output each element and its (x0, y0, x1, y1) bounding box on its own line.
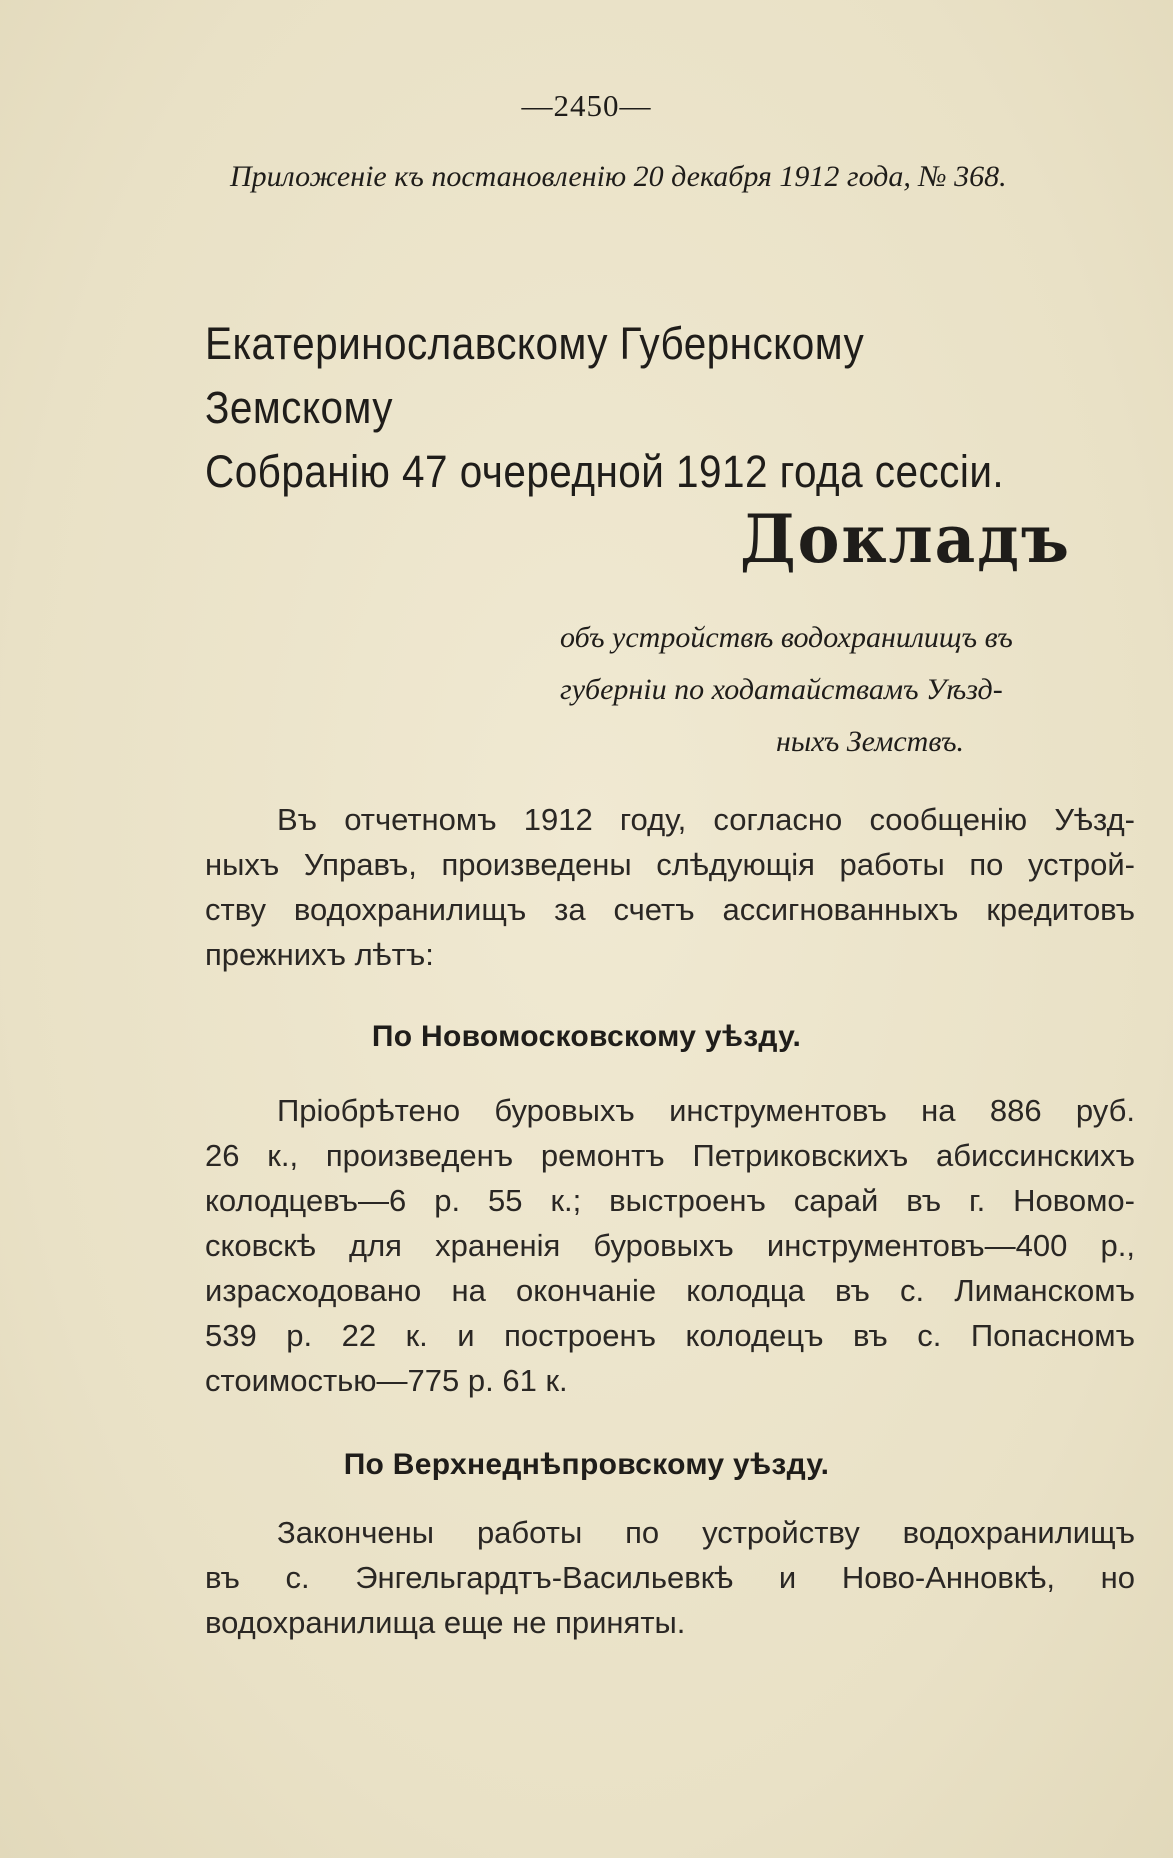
intro-line: прежнихъ лѣтъ: (205, 937, 434, 972)
intro-line: ныхъ Управъ, произведены слѣдующія работы по устрой- (205, 847, 1135, 882)
page-number: —2450— (521, 88, 652, 123)
paragraph-line: въ с. Энгельгардтъ-Васильевкѣ и Ново-Анновкѣ, но (205, 1560, 1135, 1595)
paragraph-line: 26 к., произведенъ ремонтъ Петриковскихъ абиссинскихъ (205, 1138, 1135, 1173)
subtitle-line-1: объ устройствѣ водохранилищъ въ (560, 621, 1013, 654)
document-subtitle (560, 612, 1140, 768)
subtitle-line-2: губерніи по ходатайствамъ Уѣзд- (560, 673, 1003, 706)
appendix-note: Приложеніе къ постановленію 20 декабря 1912 года, № 368. (230, 160, 1007, 193)
paragraph-line: Пріобрѣтено буровыхъ инструментовъ на 886 руб. (277, 1093, 1135, 1128)
paragraph-line: 539 р. 22 к. и построенъ колодецъ въ с. Попасномъ (205, 1318, 1135, 1353)
paragraph-line: Закончены работы по устройству водохранилищъ (277, 1515, 1135, 1550)
intro-paragraph (205, 797, 1135, 977)
intro-line: ству водохранилищъ за счетъ ассигнованныхъ кредитовъ (205, 892, 1135, 927)
section-paragraph-novomoskovsk (205, 1088, 1135, 1403)
paragraph-line: стоимостью—775 р. 61 к. (205, 1363, 568, 1398)
section-paragraph-verkhnedneprovsk (205, 1510, 1135, 1645)
addressee-block (205, 312, 1051, 504)
intro-line: Въ отчетномъ 1912 году, согласно сообщенію Уѣзд- (277, 802, 1135, 837)
section-heading-novomoskovsk: По Новомосковскому уѣзду. (371, 1020, 802, 1053)
paragraph-line: водохранилища еще не приняты. (205, 1605, 686, 1640)
paragraph-line: колодцевъ—6 р. 55 к.; выстроенъ сарай въ г. Новомо- (205, 1183, 1135, 1218)
addressee-line-1: Екатеринославскому Губернскому Земскому (205, 318, 865, 433)
subtitle-line-3: ныхъ Земствъ. (775, 725, 965, 758)
paragraph-line: израсходовано на окончаніе колодца въ с. Лиманскомъ (205, 1273, 1135, 1308)
document-title: Докладъ (740, 500, 1071, 578)
addressee-line-2: Собранію 47 очередной 1912 года сессіи. (205, 446, 1005, 497)
section-heading-verkhnedneprovsk: По Верхнеднѣпровскому уѣзду. (343, 1448, 830, 1481)
paragraph-line: сковскѣ для храненія буровыхъ инструментовъ—400 р., (205, 1228, 1135, 1263)
